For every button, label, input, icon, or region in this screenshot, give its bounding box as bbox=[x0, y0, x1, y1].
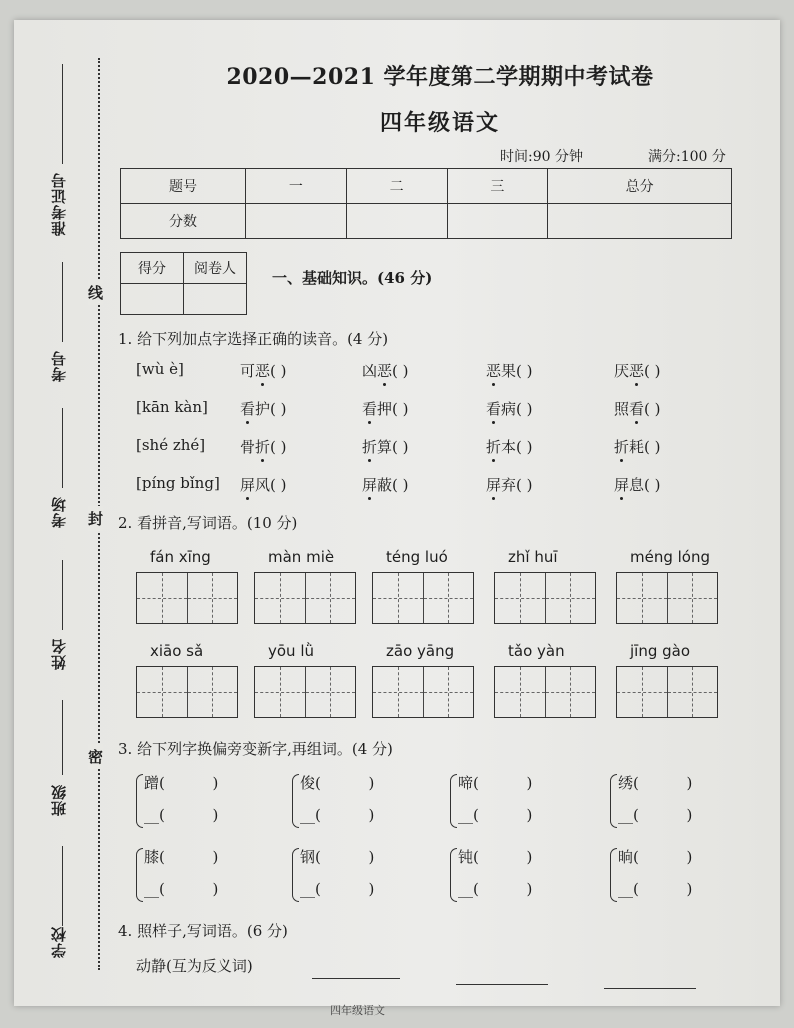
score-table bbox=[120, 168, 732, 239]
new-char-blank[interactable]: __( ) bbox=[144, 806, 219, 824]
base-char: 膝 bbox=[144, 848, 160, 866]
word-item[interactable] bbox=[614, 474, 661, 495]
score-input-cell[interactable] bbox=[548, 204, 732, 239]
char-row[interactable] bbox=[144, 772, 218, 793]
answer-paren[interactable]: ( ) bbox=[473, 848, 533, 866]
word-suffix: 蔽( ) bbox=[377, 476, 409, 494]
writing-grid[interactable] bbox=[616, 666, 718, 718]
class-label: 班级 bbox=[50, 784, 68, 816]
exam-title: 2020—2021 学年度第二学期期中考试卷 bbox=[226, 64, 654, 90]
pronunciation-row bbox=[136, 436, 736, 462]
word-item[interactable] bbox=[240, 360, 287, 381]
answer-blank[interactable] bbox=[312, 978, 400, 979]
char-row[interactable] bbox=[618, 772, 692, 793]
base-char: 俊 bbox=[300, 774, 316, 792]
pinyin-options: [kān kàn] bbox=[136, 398, 208, 416]
word-suffix: ( ) bbox=[270, 438, 287, 456]
grid-cell[interactable] bbox=[668, 667, 718, 717]
score-table-cell: 分数 bbox=[121, 204, 246, 239]
grid-cell[interactable] bbox=[495, 573, 546, 623]
brace-bracket bbox=[450, 774, 457, 828]
base-char: 晌 bbox=[618, 848, 634, 866]
char-row[interactable] bbox=[458, 846, 532, 867]
new-char-blank[interactable]: __( ) bbox=[618, 880, 693, 898]
brace-bracket bbox=[610, 774, 617, 828]
time-info: 时间:90 分钟 bbox=[500, 149, 583, 165]
word-item[interactable] bbox=[486, 474, 533, 495]
pinyin-prompt: méng lóng bbox=[630, 548, 711, 566]
writing-grid[interactable] bbox=[616, 572, 718, 624]
grid-cell[interactable] bbox=[255, 667, 306, 717]
dotted-char: 折 bbox=[362, 438, 378, 456]
word-suffix: ( ) bbox=[270, 362, 287, 380]
score-table-cell: 总分 bbox=[548, 169, 732, 204]
pronunciation-row bbox=[136, 474, 736, 500]
word-suffix: 果( ) bbox=[501, 362, 533, 380]
word-suffix: 耗( ) bbox=[629, 438, 661, 456]
question-2: 2. 看拼音,写词语。(10 分) bbox=[118, 514, 298, 532]
name-line bbox=[62, 560, 63, 630]
score-table-cell: 三 bbox=[447, 169, 548, 204]
word-item[interactable] bbox=[240, 436, 287, 457]
pronunciation-row bbox=[136, 360, 736, 386]
room-line bbox=[62, 408, 63, 488]
grid-cell[interactable] bbox=[306, 667, 356, 717]
dotted-char: 看 bbox=[362, 400, 378, 418]
char-row[interactable] bbox=[458, 772, 532, 793]
q4-example: 动静(互为反义词) bbox=[136, 957, 253, 975]
dotted-char: 恶 bbox=[377, 362, 393, 380]
name-label: 姓名 bbox=[50, 638, 68, 670]
grid-cell[interactable] bbox=[668, 573, 718, 623]
pinyin-options: [shé zhé] bbox=[136, 436, 206, 454]
grid-cell[interactable] bbox=[306, 573, 356, 623]
writing-grid[interactable] bbox=[494, 666, 596, 718]
section-heading: 一、基础知识。(46 分) bbox=[272, 269, 433, 287]
dotted-char: 恶 bbox=[486, 362, 502, 380]
dotted-char: 恶 bbox=[255, 362, 271, 380]
answer-paren[interactable]: ( ) bbox=[315, 774, 375, 792]
grid-cell[interactable] bbox=[495, 667, 546, 717]
char-row[interactable] bbox=[300, 772, 374, 793]
answer-paren[interactable]: ( ) bbox=[633, 848, 693, 866]
school-line bbox=[62, 846, 63, 926]
grid-cell[interactable] bbox=[546, 573, 596, 623]
word-item[interactable] bbox=[240, 398, 287, 419]
pinyin-prompt: téng luó bbox=[386, 548, 448, 566]
pinyin-prompt: tǎo yàn bbox=[508, 642, 565, 660]
number-label: 考号 bbox=[50, 350, 68, 382]
word-prefix: 可 bbox=[240, 362, 256, 380]
brace-bracket bbox=[136, 774, 143, 828]
pinyin-prompt: fán xīng bbox=[150, 548, 211, 566]
admission-label: 准考证号 bbox=[50, 172, 68, 236]
word-suffix: ( ) bbox=[392, 362, 409, 380]
brace-bracket bbox=[610, 848, 617, 902]
full-score-info: 满分:100 分 bbox=[648, 149, 726, 165]
word-suffix: 算( ) bbox=[377, 438, 409, 456]
writing-grid[interactable] bbox=[136, 666, 238, 718]
pinyin-prompt: màn miè bbox=[268, 548, 335, 566]
grid-cell[interactable] bbox=[617, 573, 668, 623]
base-char: 绣 bbox=[618, 774, 634, 792]
pinyin-prompt: yōu lǜ bbox=[268, 642, 315, 660]
dotted-char: 恶 bbox=[629, 362, 645, 380]
question-1: 1. 给下列加点字选择正确的读音。(4 分) bbox=[118, 330, 389, 348]
brace-bracket bbox=[450, 848, 457, 902]
dotted-char: 折 bbox=[486, 438, 502, 456]
pronunciation-row bbox=[136, 398, 736, 424]
class-line bbox=[62, 700, 63, 775]
word-item[interactable] bbox=[362, 398, 409, 419]
room-label: 考场 bbox=[50, 496, 68, 528]
new-char-blank[interactable]: __( ) bbox=[300, 806, 375, 824]
word-prefix: 骨 bbox=[240, 438, 256, 456]
pinyin-options: [wù è] bbox=[136, 360, 184, 378]
answer-paren[interactable]: ( ) bbox=[473, 774, 533, 792]
base-char: 啼 bbox=[458, 774, 474, 792]
dotted-char: 屏 bbox=[486, 476, 502, 494]
grid-cell[interactable] bbox=[424, 667, 474, 717]
writing-grid[interactable] bbox=[254, 666, 356, 718]
char-row[interactable] bbox=[300, 846, 374, 867]
char-row[interactable] bbox=[144, 846, 218, 867]
page-footer: 四年级语文 bbox=[330, 1004, 385, 1017]
word-suffix: 本( ) bbox=[501, 438, 533, 456]
grid-cell[interactable] bbox=[546, 667, 596, 717]
grader-name-label: 阅卷人 bbox=[184, 253, 247, 284]
word-suffix: ( ) bbox=[644, 400, 661, 418]
pinyin-prompt: xiāo sǎ bbox=[150, 642, 204, 660]
dotted-char: 屏 bbox=[614, 476, 630, 494]
word-item[interactable] bbox=[614, 398, 661, 419]
grader-name-input[interactable] bbox=[184, 284, 247, 315]
new-char-blank[interactable]: __( ) bbox=[300, 880, 375, 898]
number-line bbox=[62, 262, 63, 342]
answer-paren[interactable]: ( ) bbox=[159, 774, 219, 792]
word-item[interactable] bbox=[362, 436, 409, 457]
answer-blank[interactable] bbox=[604, 988, 696, 989]
char-row[interactable] bbox=[618, 846, 692, 867]
writing-grid[interactable] bbox=[372, 572, 474, 624]
grid-cell[interactable] bbox=[137, 573, 188, 623]
grid-cell[interactable] bbox=[373, 573, 424, 623]
pinyin-options: [píng bǐng] bbox=[136, 474, 220, 492]
pinyin-prompt: zāo yāng bbox=[386, 642, 455, 660]
grader-score-input[interactable] bbox=[121, 284, 184, 315]
dotted-char: 折 bbox=[255, 438, 271, 456]
dotted-char: 看 bbox=[240, 400, 256, 418]
word-suffix: 息( ) bbox=[629, 476, 661, 494]
score-input-cell[interactable] bbox=[246, 204, 347, 239]
brace-bracket bbox=[292, 848, 299, 902]
word-suffix: 风( ) bbox=[255, 476, 287, 494]
seal-feng: 封 bbox=[88, 506, 103, 531]
word-item[interactable] bbox=[362, 474, 409, 495]
grader-table bbox=[120, 252, 247, 315]
answer-paren[interactable]: ( ) bbox=[633, 774, 693, 792]
score-input-cell[interactable] bbox=[447, 204, 548, 239]
new-char-blank[interactable]: __( ) bbox=[458, 806, 533, 824]
grid-cell[interactable] bbox=[188, 667, 238, 717]
grid-cell[interactable] bbox=[424, 573, 474, 623]
word-prefix: 凶 bbox=[362, 362, 378, 380]
dotted-char: 屏 bbox=[240, 476, 256, 494]
score-table-cell: 二 bbox=[346, 169, 447, 204]
seal-xian: 线 bbox=[88, 280, 103, 305]
dotted-char: 折 bbox=[614, 438, 630, 456]
word-item[interactable] bbox=[362, 360, 409, 381]
grid-cell[interactable] bbox=[373, 667, 424, 717]
score-table-cell: 一 bbox=[246, 169, 347, 204]
base-char: 蹭 bbox=[144, 774, 160, 792]
writing-grid[interactable] bbox=[136, 572, 238, 624]
word-suffix: 病( ) bbox=[501, 400, 533, 418]
writing-grid[interactable] bbox=[372, 666, 474, 718]
dotted-char: 屏 bbox=[362, 476, 378, 494]
base-char: 钢 bbox=[300, 848, 316, 866]
dotted-char: 看 bbox=[629, 400, 645, 418]
exam-subtitle: 四年级语文 bbox=[379, 110, 500, 136]
new-char-blank[interactable]: __( ) bbox=[144, 880, 219, 898]
answer-paren[interactable]: ( ) bbox=[315, 848, 375, 866]
grid-cell[interactable] bbox=[188, 573, 238, 623]
word-suffix: ( ) bbox=[644, 362, 661, 380]
word-item[interactable] bbox=[486, 360, 533, 381]
admission-line bbox=[62, 64, 63, 164]
grid-cell[interactable] bbox=[137, 667, 188, 717]
answer-blank[interactable] bbox=[456, 984, 548, 985]
score-input-cell[interactable] bbox=[346, 204, 447, 239]
score-table-cell: 题号 bbox=[121, 169, 246, 204]
grid-cell[interactable] bbox=[255, 573, 306, 623]
word-suffix: 护( ) bbox=[255, 400, 287, 418]
word-suffix: 押( ) bbox=[377, 400, 409, 418]
word-item[interactable] bbox=[240, 474, 287, 495]
school-label: 学校 bbox=[50, 926, 68, 958]
word-prefix: 照 bbox=[614, 400, 630, 418]
writing-grid[interactable] bbox=[254, 572, 356, 624]
word-item[interactable] bbox=[486, 398, 533, 419]
pinyin-prompt: jīng gào bbox=[630, 642, 691, 660]
question-3: 3. 给下列字换偏旁变新字,再组词。(4 分) bbox=[118, 740, 393, 758]
grader-score-label: 得分 bbox=[121, 253, 184, 284]
brace-bracket bbox=[292, 774, 299, 828]
seal-mi: 密 bbox=[88, 744, 103, 769]
question-4: 4. 照样子,写词语。(6 分) bbox=[118, 922, 288, 940]
brace-bracket bbox=[136, 848, 143, 902]
grid-cell[interactable] bbox=[617, 667, 668, 717]
dotted-char: 看 bbox=[486, 400, 502, 418]
word-item[interactable] bbox=[614, 436, 661, 457]
answer-paren[interactable]: ( ) bbox=[159, 848, 219, 866]
pinyin-prompt: zhǐ huī bbox=[508, 548, 558, 566]
word-item[interactable] bbox=[614, 360, 661, 381]
base-char: 钝 bbox=[458, 848, 474, 866]
word-prefix: 厌 bbox=[614, 362, 630, 380]
new-char-blank[interactable]: __( ) bbox=[458, 880, 533, 898]
writing-grid[interactable] bbox=[494, 572, 596, 624]
word-suffix: 弃( ) bbox=[501, 476, 533, 494]
word-item[interactable] bbox=[486, 436, 533, 457]
new-char-blank[interactable]: __( ) bbox=[618, 806, 693, 824]
